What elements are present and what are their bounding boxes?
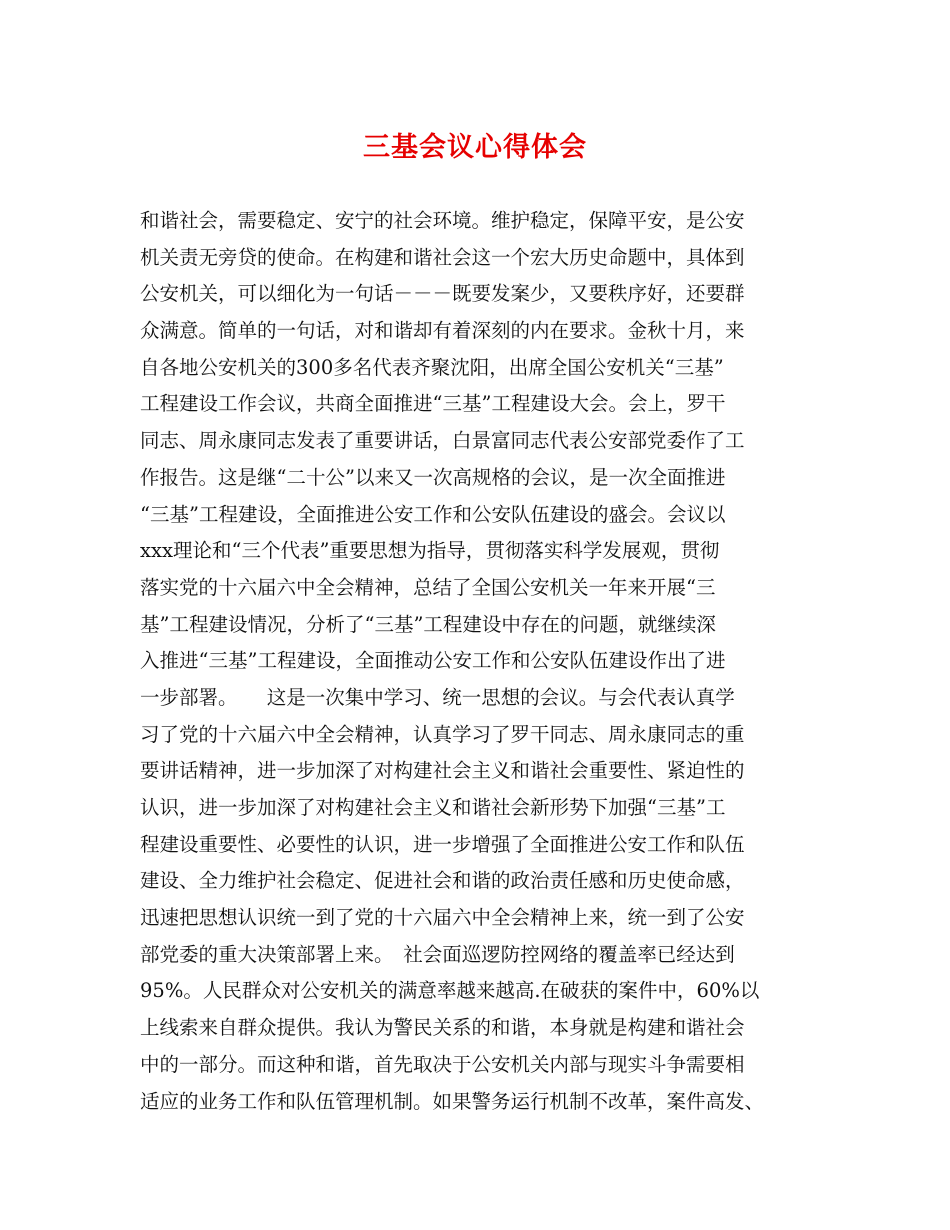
body-line: 作报告。这是继“二十公”以来又一次高规格的会议，是一次全面推进 <box>140 465 726 489</box>
body-line: 众满意。简单的一句话，对和谐却有着深刻的内在要求。金秋十月，来 <box>140 319 745 343</box>
body-line: 习了党的十六届六中全会精神，认真学习了罗干同志、周永康同志的重 <box>140 722 745 746</box>
body-line: 程建设重要性、必要性的认识，进一步增强了全面推进公安工作和队伍 <box>140 832 745 856</box>
body-line: 公安机关，可以细化为一句话－－－既要发案少，又要秩序好，还要群 <box>140 282 745 306</box>
document-title: 三基会议心得体会 <box>363 132 587 163</box>
body-line: 迅速把思想认识统一到了党的十六届六中全会精神上来，统一到了公安 <box>140 906 745 930</box>
body-line: 一步部署。 这是一次集中学习、统一思想的会议。与会代表认真学 <box>140 685 735 709</box>
body-line: 和谐社会，需要稳定、安宁的社会环境。维护稳定，保障平安，是公安 <box>140 209 745 232</box>
body-line: 中的一部分。而这种和谐，首先取决于公安机关内部与现实斗争需要相 <box>140 1052 745 1076</box>
body-line: 要讲话精神，进一步加深了对构建社会主义和谐社会重要性、紧迫性的 <box>140 759 745 783</box>
body-line: 工程建设工作会议，共商全面推进“三基”工程建设大会。会上，罗干 <box>140 392 726 416</box>
body-line: 机关责无旁贷的使命。在构建和谐社会这一个宏大历史命题中，具体到 <box>140 245 745 269</box>
body-line: 部党委的重大决策部署上来。 社会面巡逻防控网络的覆盖率已经达到 <box>140 942 735 966</box>
body-line: 落实党的十六届六中全会精神，总结了全国公安机关一年来开展“三 <box>140 575 716 599</box>
body-line: “三基”工程建设，全面推进公安工作和公安队伍建设的盛会。会议以 <box>140 502 726 526</box>
body-line: 95%。人民群众对公安机关的满意率越来越高.在破获的案件中，60%以 <box>140 979 760 1003</box>
body-line: 适应的业务工作和队伍管理机制。如果警务运行机制不改革，案件高发、 <box>140 1089 765 1113</box>
body-line: 建设、全力维护社会稳定、促进社会和谐的政治责任感和历史使命感， <box>140 869 745 893</box>
body-line: 自各地公安机关的300多名代表齐聚沈阳，出席全国公安机关“三基” <box>140 355 724 379</box>
body-line: 认识，进一步加深了对构建社会主义和谐社会新形势下加强“三基”工 <box>140 796 726 819</box>
body-line: 入推进“三基”工程建设，全面推动公安工作和公安队伍建设作出了进 <box>140 649 726 673</box>
body-line: 上线索来自群众提供。我认为警民关系的和谐，本身就是构建和谐社会 <box>140 1016 745 1040</box>
body-line: xxx理论和“三个代表”重要思想为指导，贯彻落实科学发展观，贯彻 <box>140 539 720 563</box>
document-body <box>140 203 820 1120</box>
body-line: 同志、周永康同志发表了重要讲话，白景富同志代表公安部党委作了工 <box>140 429 745 453</box>
body-line: 基”工程建设情况，分析了“三基”工程建设中存在的问题，就继续深 <box>140 612 716 636</box>
